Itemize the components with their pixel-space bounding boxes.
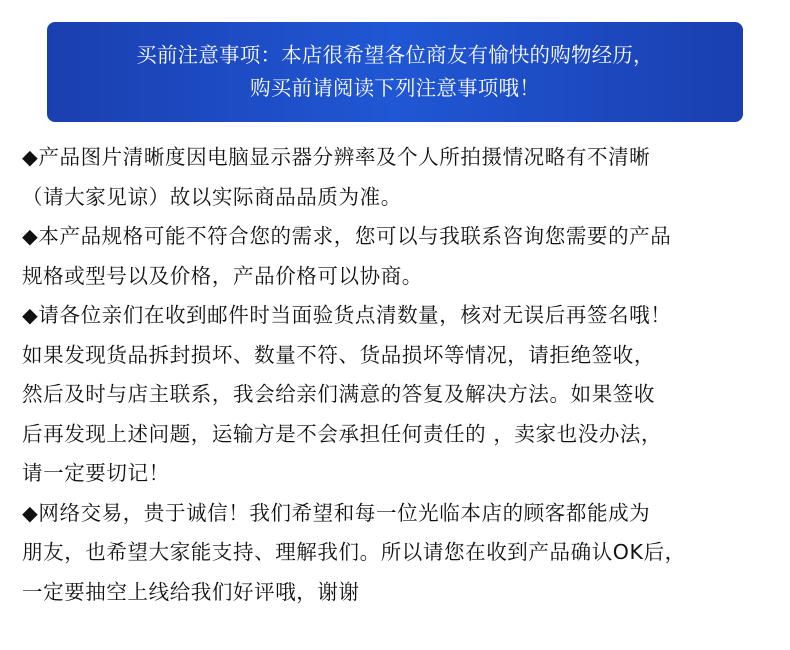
notice-line: 后再发现上述问题，运输方是不会承担任何责任的 ，卖家也没办法， (22, 421, 663, 446)
notice-line: （请大家见谅）故以实际商品品质为准。 (22, 184, 402, 209)
notice-body (22, 138, 782, 612)
notice-line: 规格或型号以及价格，产品价格可以协商。 (22, 263, 423, 288)
banner-title-line-2: 购买前请阅读下列注意事项哦！ (250, 76, 540, 100)
notice-line: ◆网络交易，贵于诚信！我们希望和每一位光临本店的顾客都能成为 (22, 500, 651, 525)
notice-line: 如果发现货品拆封损坏、数量不符、货品损坏等情况，请拒绝签收， (22, 342, 655, 367)
notice-line: 请一定要切记！ (22, 461, 170, 485)
notice-line: 然后及时与店主联系，我会给亲们满意的答复及解决方法。如果签收 (22, 382, 655, 406)
notice-line: ◆产品图片清晰度因电脑显示器分辨率及个人所拍摄情况略有不清晰 (22, 145, 651, 169)
notice-line: 朋友，也希望大家能支持、理解我们。所以请您在收到产品确认OK后， (22, 540, 686, 564)
banner-title-line-1: 买前注意事项：本店很希望各位商友有愉快的购物经历， (136, 43, 654, 67)
notice-line: ◆请各位亲们在收到邮件时当面验货点清数量，核对无误后再签名哦！ (22, 303, 672, 327)
notice-banner (47, 22, 743, 122)
notice-line: ◆本产品规格可能不符合您的需求，您可以与我联系咨询您需要的产品 (22, 224, 672, 248)
notice-line: 一定要抽空上线给我们好评哦，谢谢 (22, 579, 360, 604)
